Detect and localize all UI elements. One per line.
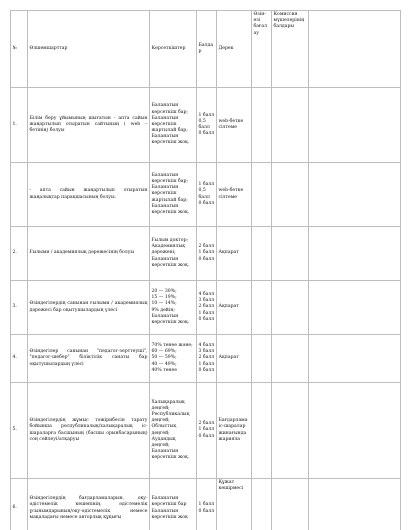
indicator-item: Академиялық дәрежені; [151, 244, 186, 256]
indicator-item: 40% тенее [151, 367, 177, 373]
indicator-item: Халықаралық деңгей; [151, 399, 185, 411]
row-indicators [150, 281, 197, 335]
row-indicators [150, 163, 197, 227]
table-row [11, 383, 401, 479]
points-item: 0,5 балл [198, 118, 210, 130]
points-item: 3 балл [198, 298, 215, 304]
indicator-item: Облыстық деңгей; [151, 424, 177, 436]
row-number: 1. [11, 88, 28, 163]
indicator-item: Баланатын көрсеткіш жоқ. [151, 449, 190, 461]
row-source: Ақпарат [217, 335, 252, 383]
row-criteria: Өзіндегілердің жұмыс тәжірибесін тарату бойынша республикалық/халықаралық іс-шараларға басшының (басшы орынбасарының) соң сөйлеуі/атқаруы [28, 383, 150, 479]
row-commission-points [272, 383, 309, 479]
row-number: 3. [11, 281, 28, 335]
table-row [11, 479, 401, 530]
points-item: 1 балл [198, 502, 215, 508]
indicator-item: 9% дейін; [151, 307, 175, 313]
row-commission-points [272, 163, 309, 227]
row-self-assessment [252, 227, 272, 281]
row-criteria: Ғылыми / академиялық дәрежесінің болуы [28, 227, 150, 281]
row-self-assessment [252, 281, 272, 335]
row-number: 2. [11, 227, 28, 281]
row-points [197, 281, 217, 335]
indicator-item: Баланатын көрсеткіш жоқ. [151, 134, 190, 146]
row-criteria: - апта сайын жаңартылып отыратын жаңалықтар парақшасының болуы. [28, 163, 150, 227]
indicator-item: 40 — 49%; [151, 361, 177, 367]
indicator-item: Баланатын көрсеткіш бар; [151, 172, 188, 185]
row-empty [309, 479, 401, 530]
indicator-item: 15 — 19%; [151, 295, 177, 301]
points-item: 0 балл [198, 316, 215, 322]
header-points: Балдар [197, 11, 217, 88]
points-item: 1 балл [198, 182, 215, 188]
row-points [197, 479, 217, 530]
row-indicators [150, 479, 197, 530]
criteria-table [10, 10, 401, 530]
points-item: 2 балл [198, 244, 215, 250]
row-points [197, 88, 217, 163]
row-number: 6. [11, 479, 28, 530]
indicator-item: Республикалық деңгей; [151, 411, 190, 424]
row-indicators [150, 383, 197, 479]
header-source: Дерек [217, 11, 252, 88]
row-source: web-бетке сілтеме [217, 163, 252, 227]
indicator-item: Баланатын көрсеткіш жоқ. [151, 203, 190, 215]
table-row [11, 227, 401, 281]
header-criteria: Өлшемшарттар [28, 11, 150, 88]
row-self-assessment [252, 163, 272, 227]
points-item: 0 балл [198, 200, 215, 206]
indicator-item: 60 — 69%; [151, 349, 177, 355]
points-item: 0 балл [198, 131, 215, 137]
points-item: 2 балл [198, 355, 215, 361]
row-indicators [150, 88, 197, 163]
points-item: 0 балл [198, 433, 215, 439]
row-commission-points [272, 335, 309, 383]
table-row [11, 335, 401, 383]
header-no: № [11, 11, 28, 88]
row-source: Құжат көшірмесі [217, 479, 252, 530]
row-criteria: Білім беру ұйымының шығатын - апта сайын жаңартылып отыратын сайтының ( web – бетінің) болуы [28, 88, 150, 163]
row-self-assessment [252, 383, 272, 479]
indicator-item: Баланатын көрсеткіш бар [151, 496, 187, 508]
row-self-assessment [252, 479, 272, 530]
points-item: 0 балл [198, 256, 215, 262]
row-criteria: Өзіндегілер санынан "педагог-зерттеуші", "педагог-шебер" біліктілік санаты бар оқытушылардың үлесі [28, 335, 150, 383]
row-criteria: Өзіндегілердің бағдарламаларын, оқу-әдістемелік кешенінің, әдістемелік ұсынымдарының/оқу-әдістемелік немесе мақаладағы немесе авторлық құқығы [28, 479, 150, 530]
points-item: 4 балл [198, 343, 215, 349]
row-points [197, 163, 217, 227]
row-empty [309, 88, 401, 163]
table-header-row [11, 11, 401, 88]
indicator-item: 70% тенее және; [151, 343, 193, 349]
points-item: 3 балл [198, 349, 215, 355]
row-points [197, 227, 217, 281]
row-number: 5. [11, 383, 28, 479]
header-empty [309, 11, 401, 88]
row-commission-points [272, 88, 309, 163]
header-indicators: Көрсеткіштер [150, 11, 197, 88]
row-points [197, 335, 217, 383]
row-empty [309, 335, 401, 383]
row-points [197, 383, 217, 479]
points-item: 1 балл [198, 427, 215, 433]
indicator-item: 50 — 59%; [151, 355, 177, 361]
indicator-item: Баланатын көрсеткіш бар; [151, 103, 188, 115]
points-item: 4 балл [198, 292, 215, 298]
indicator-item: Баланатын көрсеткіш жоқ. [151, 256, 190, 268]
row-empty [309, 227, 401, 281]
row-commission-points [272, 479, 309, 530]
indicator-item: Баланатын көрсеткіш жартылай бар; [151, 115, 188, 134]
indicator-item: 20 — 30%; [151, 288, 177, 294]
row-source: web-бетке сілтеме [217, 88, 252, 163]
points-item: 1 балл [198, 250, 215, 256]
row-source: Ақпарат [217, 227, 252, 281]
indicator-item: 10 — 14%; [151, 301, 177, 307]
points-item: 0 балл [198, 508, 215, 514]
row-criteria: Өзіндегілердің санынан ғылыми / академиялық дәрежесі бар оқытушылардың үлесі [28, 281, 150, 335]
row-empty [309, 163, 401, 227]
points-item: 2 балл [198, 304, 215, 310]
points-item: 0,5 балл [198, 188, 210, 200]
row-self-assessment [252, 88, 272, 163]
row-indicators [150, 227, 197, 281]
points-item: 1 балл [198, 310, 215, 316]
points-item: 1 балл [198, 112, 215, 118]
header-commission-points: Комиссия мүшелерінің балдары [272, 11, 309, 88]
points-item: 0 балл [198, 367, 215, 373]
table-row [11, 163, 401, 227]
row-commission-points [272, 227, 309, 281]
indicator-item: Баланатын көрсеткіш жартылай бар; [151, 185, 188, 203]
indicator-item: Аудандық деңгей; [151, 436, 176, 448]
row-number [11, 163, 28, 227]
row-source: Бағдарлама іс-шаралар жинағында жарияла [217, 383, 252, 479]
header-self-assessment: Өзін-өзі бағалау [252, 11, 272, 88]
row-number: 4. [11, 335, 28, 383]
indicator-item: Баланатын көрсеткіш жоқ [151, 508, 188, 520]
indicator-item: Ғылым доктор; [151, 238, 189, 244]
indicator-item: Баланатын көрсеткіш жоқ. [151, 313, 190, 325]
row-self-assessment [252, 335, 272, 383]
row-empty [309, 383, 401, 479]
row-indicators [150, 335, 197, 383]
row-empty [309, 281, 401, 335]
points-item: 2 балл [198, 421, 215, 427]
points-item: 1 балл [198, 361, 215, 367]
table-row [11, 88, 401, 163]
row-source: Ақпарат [217, 281, 252, 335]
table-row [11, 281, 401, 335]
row-commission-points [272, 281, 309, 335]
